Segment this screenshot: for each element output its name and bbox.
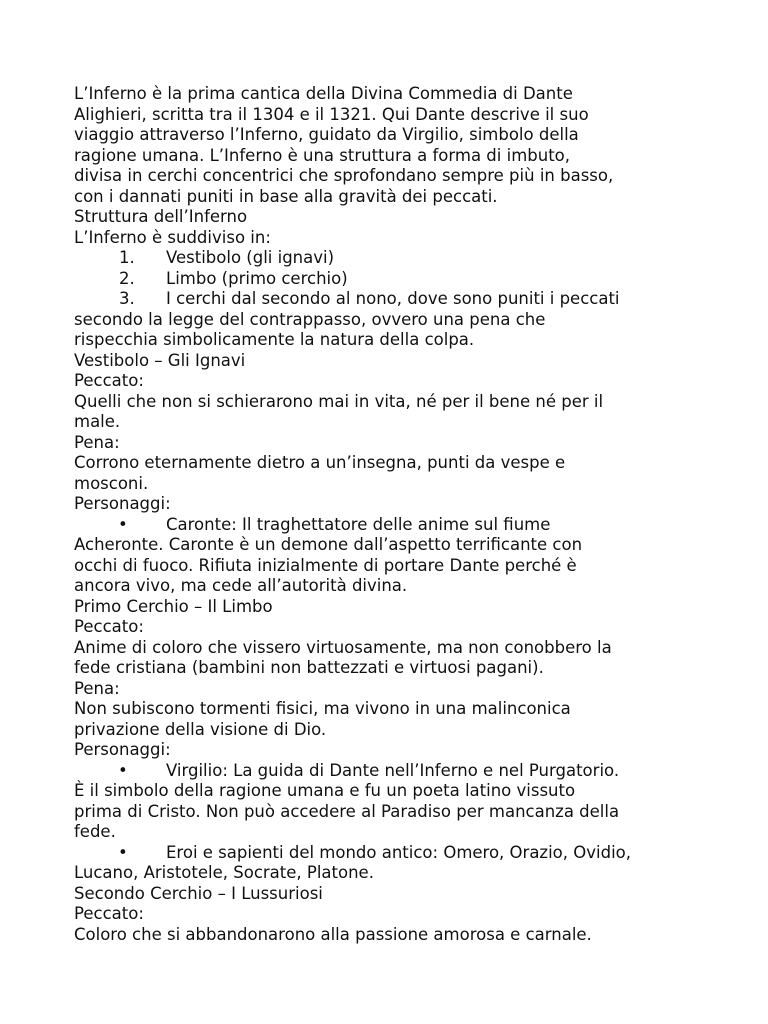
peccato-label: Peccato: [74,617,144,636]
bullet-icon: • [118,514,128,534]
peccato-label: Peccato: [74,371,144,390]
pena-label: Pena: [74,432,120,452]
list-number: 2. [119,268,135,288]
peccato-label: Peccato: [74,904,144,923]
bullet-item [74,761,704,843]
list-item-text: Vestibolo (gli ignavi) [166,248,335,267]
section-heading-limbo: Primo Cerchio – Il Limbo [74,596,273,616]
pena-text: Non subiscono tormenti fisici, ma vivono in una malinconica privazione della visione di Dio. [74,699,571,739]
list-item-text: Limbo (primo cerchio) [166,268,348,288]
list-number: 3. [119,289,135,308]
bullet-text: Eroi e sapienti del mondo antico: Omero, Orazio, Ovidio, Lucano, Aristotele, Socrate, Platone. [74,842,631,882]
personaggi-label: Personaggi: [74,740,171,759]
bullet-icon: • [118,842,128,862]
peccato-text: Coloro che si abbandonarono alla passione amorosa e carnale. [74,924,592,944]
bullet-item [74,843,704,884]
peccato-text: Anime di coloro che vissero virtuosamente, ma non conobbero la fede cristiana (bambini non battezzati e virtuosi pagani). [74,637,612,677]
pena-text: Corrono eternamente dietro a un’insegna, punti da vespe e mosconi. [74,453,566,493]
document-page [74,84,704,945]
bullet-text: Caronte: Il traghettatore delle anime sul fiume Acheronte. Caronte è un demone dall’aspetto terrificante con occhi di fuoco. Rifiuta inizialmente di portare Dante perché è ancora vivo, ma cede all’autorità divina. [74,514,583,595]
bullet-icon: • [118,760,128,780]
struttura-heading: Struttura dell’Inferno [74,207,248,226]
peccato-text: Quelli che non si schierarono mai in vita, né per il bene né per il male. [74,391,604,431]
section-heading-vestibolo: Vestibolo – Gli Ignavi [74,350,246,370]
list-item [74,248,704,269]
list-item [74,269,704,290]
pena-label: Pena: [74,678,120,698]
list-item-text: I cerchi dal secondo al nono, dove sono puniti i peccati secondo la legge del contrappasso, ovvero una pena che rispecchia simbolicamente la natura della colpa. [74,289,620,349]
bullet-item [74,515,704,597]
list-number: 1. [119,248,135,267]
bullet-text: Virgilio: La guida di Dante nell’Inferno e nel Purgatorio. È il simbolo della ragione umana e fu un poeta latino vissuto prima di Cristo. Non può accedere al Paradiso per mancanza della fede. [74,760,620,841]
list-item [74,289,704,351]
personaggi-label: Personaggi: [74,494,171,513]
intro-paragraph: L’Inferno è la prima cantica della Divina Commedia di Dante Alighieri, scritta tra il 1304 e il 1321. Qui Dante descrive il suo viaggio attraverso l’Inferno, guidato da Virgilio, simbolo della ragione umana. L’Inferno è una struttura a forma di imbuto, divisa in cerchi concentrici che sprofondano sempre più in basso, con i dannati puniti in base alla gravità dei peccati. [74,84,614,206]
section-heading-lussuriosi: Secondo Cerchio – I Lussuriosi [74,883,323,903]
struttura-intro: L’Inferno è suddiviso in: [74,227,271,247]
